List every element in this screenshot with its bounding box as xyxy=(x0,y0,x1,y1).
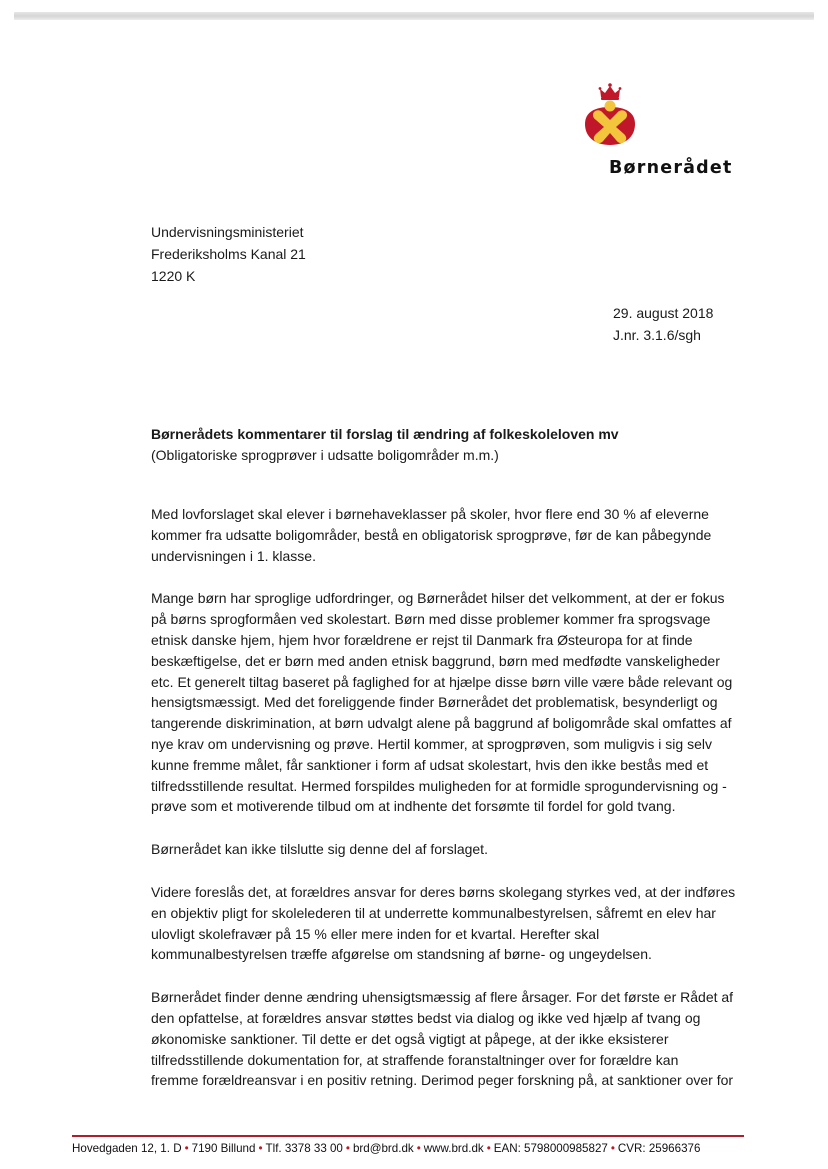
body-paragraph xyxy=(151,588,751,817)
paragraph-line: prøve som et motiverende tilbud om at indhente det forsømte til fordel for gold tvang. xyxy=(151,798,676,815)
letter-subject xyxy=(151,424,619,466)
letter-body xyxy=(151,504,751,1113)
footer-item: www.brd.dk xyxy=(423,1142,484,1155)
paragraph-line: tilfredsstillende resultat. Hermed forspildes muligheden for at formidle sprogundervisning og - xyxy=(151,777,727,794)
footer-divider xyxy=(72,1135,744,1137)
paragraph-line: beskæftigelse, det er børn med anden etnisk baggrund, børn med medfødte vanskeligheder xyxy=(151,652,720,669)
body-paragraph xyxy=(151,882,751,965)
body-paragraph xyxy=(151,504,751,566)
paragraph-line: tilfredsstillende dokumentation for, at straffende foranstaltninger over for forældre kan xyxy=(151,1051,679,1068)
paragraph-line: nye krav om undervisning og prøve. Hertil kommer, at sprogprøven, som muligvis i sig selv xyxy=(151,735,712,752)
footer-item: brd@brd.dk xyxy=(352,1142,414,1155)
paragraph-line: hensigtsmæssigt. Med det foreliggende finder Børnerådet det problematisk, besynderligt og xyxy=(151,694,718,711)
footer-separator: • xyxy=(184,1142,189,1155)
footer-separator: • xyxy=(486,1142,491,1155)
footer-item: Hovedgaden 12, 1. D xyxy=(72,1142,182,1155)
footer-item: CVR: 25966376 xyxy=(617,1142,701,1155)
paragraph-line: økonomiske sanktioner. Til dette er det også vigtigt at påpege, at der ikke eksisterer xyxy=(151,1030,669,1047)
paragraph-line: Videre foreslås det, at forældres ansvar for deres børns skolegang styrkes ved, at der indføres xyxy=(151,883,736,900)
paragraph-line: kunne fremme målet, får sanktioner i form af udsat skolestart, hvis den ikke bestås med et xyxy=(151,756,709,773)
scan-edge-strip xyxy=(14,12,814,20)
paragraph-line: den opfattelse, at forældres ansvar støttes bedst via dialog og ikke ved hjælp af tvang og xyxy=(151,1009,701,1026)
body-paragraph xyxy=(151,839,751,860)
footer-separator: • xyxy=(258,1142,263,1155)
footer-contact xyxy=(72,1142,752,1155)
paragraph-line: undervisningen i 1. klasse. xyxy=(151,547,316,564)
paragraph-line: fremme forældreansvar i en positiv retning. Derimod peger forskning på, at sanktioner over for xyxy=(151,1072,734,1089)
paragraph-line: Med lovforslaget skal elever i børnehaveklasser på skoler, hvor flere end 30 % af eleverne xyxy=(151,506,709,522)
subject-title: Børnerådets kommentarer til forslag til ændring af folkeskoleloven mv xyxy=(151,426,619,442)
body-paragraph xyxy=(151,987,751,1091)
paragraph-line: etc. Et generelt tiltag baseret på faglighed for at hjælpe disse børn ville være både relevant og xyxy=(151,673,733,690)
footer-separator: • xyxy=(610,1142,615,1155)
paragraph-line: en objektiv pligt for skolelederen til at underrette kommunalbestyrelsen, såfremt en elev har xyxy=(151,904,716,921)
crown-child-emblem-icon xyxy=(580,82,640,150)
paragraph-line: etnisk danske hjem, hjem hvor forældrene er rejst til Danmark fra Østeuropa for at finde xyxy=(151,631,693,648)
footer-item: EAN: 5798000985827 xyxy=(493,1142,608,1155)
paragraph-line: ulovligt skolefravær på 15 % eller mere inden for et kvartal. Herefter skal xyxy=(151,925,600,942)
footer-item: Tlf. 3378 33 00 xyxy=(265,1142,343,1155)
paragraph-line: på børns sprogformåen ved skolestart. Børn med disse problemer kommer fra sprogsvage xyxy=(151,611,711,628)
letter-date: 29. august 2018 xyxy=(613,305,714,321)
paragraph-line: Børnerådet finder denne ændring uhensigtsmæssig af flere årsager. For det første er Rådet af xyxy=(151,989,734,1006)
recipient-line: Frederiksholms Kanal 21 xyxy=(151,246,306,262)
footer-item: 7190 Billund xyxy=(191,1142,256,1155)
footer-separator: • xyxy=(416,1142,421,1155)
recipient-line: 1220 K xyxy=(151,268,196,284)
brand-name: Børnerådet xyxy=(609,158,733,178)
letter-meta xyxy=(613,302,713,346)
paragraph-line: kommer fra udsatte boligområder, bestå en obligatorisk sprogprøve, før de kan påbegynde xyxy=(151,526,712,543)
recipient-line: Undervisningsministeriet xyxy=(151,224,304,240)
journal-number: J.nr. 3.1.6/sgh xyxy=(613,327,701,343)
footer-separator: • xyxy=(345,1142,350,1155)
paragraph-line: kommunalbestyrelsen træffe afgørelse om standsning af børne- og ungeydelsen. xyxy=(151,946,652,963)
paragraph-line: Børnerådet kan ikke tilslutte sig denne del af forslaget. xyxy=(151,841,488,858)
paragraph-line: tangerende diskrimination, at børn udvalgt alene på baggrund af boligområde skal omfattes af xyxy=(151,715,732,732)
paragraph-line: Mange børn har sproglige udfordringer, og Børnerådet hilser det velkomment, at der er fokus xyxy=(151,590,725,607)
recipient-address xyxy=(151,221,306,287)
subject-subtitle: (Obligatoriske sprogprøver i udsatte boligområder m.m.) xyxy=(151,447,499,463)
